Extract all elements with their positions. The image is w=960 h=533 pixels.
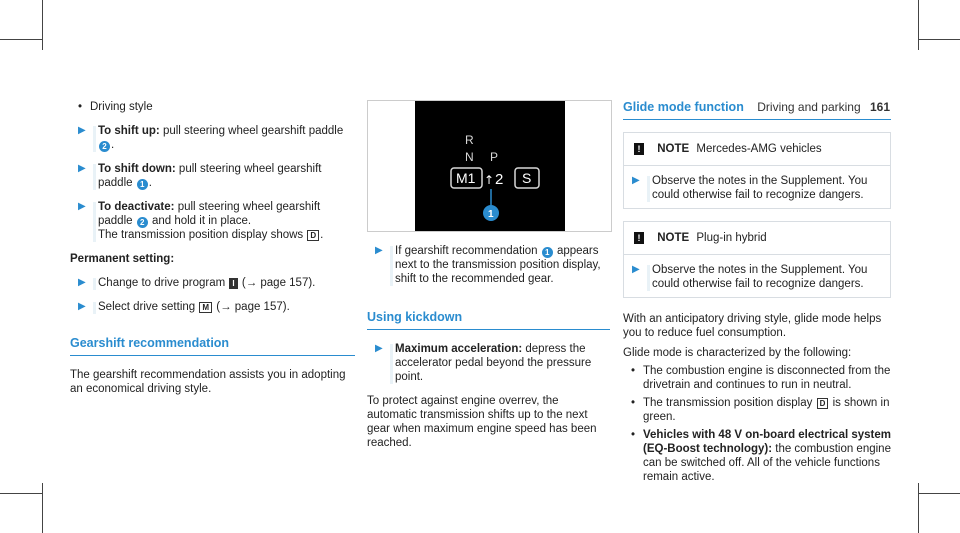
step-deactivate: ▶ To deactivate: pull steering wheel gearshift paddle 2 and hold it in place. The transmission position display shows D . xyxy=(70,200,355,242)
shift-up-arrow-icon: ↑ xyxy=(484,173,495,187)
gear-2-label: 2 xyxy=(495,171,504,188)
drive-program-icon: I xyxy=(229,278,237,289)
crop-mark xyxy=(918,39,960,40)
bullet-dot: • xyxy=(78,101,83,113)
drive-position-icon: D xyxy=(307,230,319,241)
gear-s-label: S xyxy=(522,170,532,186)
callout-1-icon: 1 xyxy=(542,247,553,258)
note-header: ! NOTE Plug-in hybrid xyxy=(624,222,890,255)
warning-icon: ! xyxy=(634,232,644,244)
transmission-display-figure xyxy=(367,100,612,232)
crop-mark xyxy=(918,493,960,494)
bullet-item: • The combustion engine is disconnected from the drivetrain and continues to run in neutral. xyxy=(631,365,891,391)
step-recommendation: ▶ If gearshift recommendation 1 appears next to the transmission position display, shift to the recommended gear. xyxy=(367,244,610,286)
gearshift-paragraph: The gearshift recommendation assists you in adopting an economical driving style. xyxy=(70,369,346,395)
step-arrow-icon: ▶ xyxy=(632,175,640,186)
gear-m1-label: M1 xyxy=(456,170,476,186)
bullet-dot: • xyxy=(631,397,636,409)
crop-mark xyxy=(42,0,43,50)
bullet-dot: • xyxy=(631,429,636,441)
step-arrow-icon: ▶ xyxy=(375,245,383,256)
drive-position-icon: D xyxy=(817,398,829,409)
note-step: ▶ Observe the notes in the Supplement. You could otherwise fail to recognize dangers. xyxy=(624,263,882,291)
bullet-item: • The transmission position display D is shown in green. xyxy=(631,397,890,423)
crop-mark xyxy=(0,493,42,494)
step-arrow-icon: ▶ xyxy=(78,201,86,212)
warning-icon: ! xyxy=(634,143,644,155)
step-arrow-icon: ▶ xyxy=(632,264,640,275)
gearshift-section-title: Gearshift recommendation xyxy=(70,336,355,356)
gear-p-label: P xyxy=(490,150,499,164)
crop-mark xyxy=(918,0,919,50)
step-arrow-icon: ▶ xyxy=(78,125,86,136)
transmission-display-graphic xyxy=(415,101,565,231)
overrev-paragraph: To protect against engine overrev, the automatic transmission shifts up to the next gear when maximum engine speed has been reached. xyxy=(367,395,597,449)
step-arrow-icon: ▶ xyxy=(375,343,383,354)
note-box-hybrid xyxy=(623,221,891,298)
bullet-dot: • xyxy=(631,365,636,377)
column-middle xyxy=(367,100,610,460)
note-body xyxy=(624,166,890,208)
note-header: ! NOTE Mercedes-AMG vehicles xyxy=(624,133,890,166)
kickdown-section-title: Using kickdown xyxy=(367,310,610,330)
characterized-paragraph: Glide mode is characterized by the following: xyxy=(623,347,852,359)
callout-1-label: 1 xyxy=(488,209,494,220)
step-shift-up: ▶ To shift up: pull steering wheel gearshift paddle 2 . xyxy=(70,124,355,152)
manual-setting-icon: M xyxy=(199,302,212,313)
note-body xyxy=(624,255,890,297)
gear-r-label: R xyxy=(465,133,474,147)
permanent-setting-heading: Permanent setting: xyxy=(70,253,175,265)
crop-mark xyxy=(918,483,919,533)
step-change-program: ▶ Change to drive program I (→ page 157). xyxy=(70,276,355,290)
note-step: ▶ Observe the notes in the Supplement. You could otherwise fail to recognize dangers. xyxy=(624,174,882,202)
glide-section-title: Glide mode function xyxy=(623,100,891,120)
column-left xyxy=(70,100,355,406)
step-arrow-icon: ▶ xyxy=(78,301,86,312)
step-max-acceleration: ▶ Maximum acceleration: depress the accelerator pedal beyond the pressure point. xyxy=(367,342,610,384)
crop-mark xyxy=(0,39,42,40)
page-number: 161 xyxy=(869,100,890,114)
callout-2-icon: 2 xyxy=(99,141,110,152)
column-right xyxy=(623,100,891,488)
step-arrow-icon: ▶ xyxy=(78,163,86,174)
bullet-item: • Driving style xyxy=(78,101,153,113)
crop-mark xyxy=(42,483,43,533)
gear-n-label: N xyxy=(465,150,474,164)
step-arrow-icon: ▶ xyxy=(78,277,86,288)
display-screen xyxy=(415,101,565,231)
callout-1-icon: 1 xyxy=(137,179,148,190)
step-select-setting: ▶ Select drive setting M (→ page 157). xyxy=(70,300,355,314)
bullet-item: • Vehicles with 48 V on-board electrical system (EQ-Boost technology): the combustion engine can be switched off. All of the vehicle functions remain active. xyxy=(631,429,891,483)
callout-2-icon: 2 xyxy=(137,217,148,228)
section-title: Driving and parking xyxy=(757,100,861,114)
note-box-amg xyxy=(623,132,891,209)
step-shift-down: ▶ To shift down: pull steering wheel gearshift paddle 1 . xyxy=(70,162,355,190)
anticipatory-paragraph: With an anticipatory driving style, glide mode helps you to reduce fuel consumption. xyxy=(623,313,882,339)
